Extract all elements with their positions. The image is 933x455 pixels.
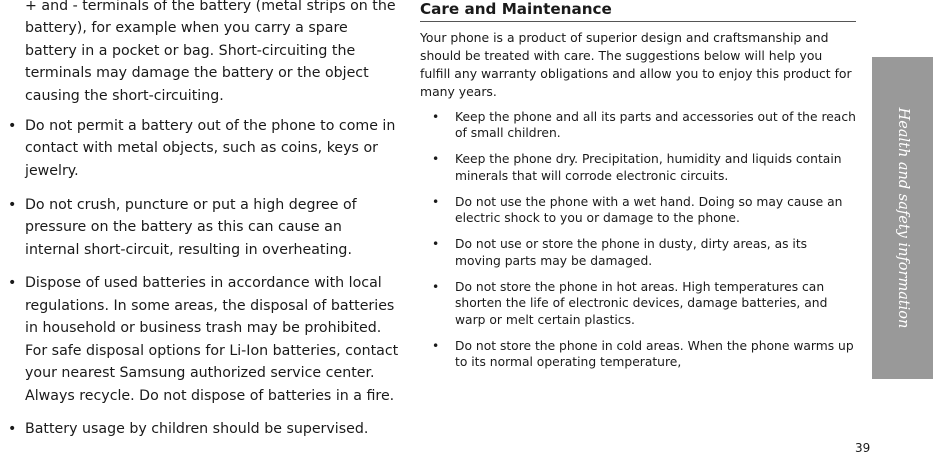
section-heading: Care and Maintenance [420,0,856,22]
list-item: • Battery usage by children should be supervised. [8,418,400,440]
list-item: • Do not permit a battery out of the phone to come in contact with metal objects, such as coins, keys or jewelry. [8,115,400,182]
list-item: • Do not store the phone in hot areas. High temperatures can shorten the life of electronic devices, damage batteries, and warp or melt certain plastics. [420,279,856,328]
list-item: • Do not store the phone in cold areas. When the phone warms up to its normal operating temperature, [420,338,856,371]
list-item: • Do not use the phone with a wet hand. Doing so may cause an electric shock to you or damage to the phone. [420,194,856,227]
section-side-tab [872,57,933,379]
intro-paragraph: Your phone is a product of superior design and craftsmanship and should be treated with care. The suggestions below will help you fulfill any warranty obligations and allow you to enjoy this product for many years. [420,30,852,99]
care-list [420,109,856,371]
list-item: • Do not use or store the phone in dusty, dirty areas, as its moving parts may be damaged. [420,236,856,269]
page-number: 39 [855,441,871,455]
battery-precautions-list [8,115,400,441]
continued-paragraph: + and - terminals of the battery (metal strips on the battery), for example when you carry a spare battery in a pocket or bag. Short-circuiting the terminals may damage the battery or the object causing the short-circuiting. [25,0,396,104]
list-item: • Keep the phone and all its parts and accessories out of the reach of small children. [420,109,856,142]
list-item: • Keep the phone dry. Precipitation, humidity and liquids contain minerals that will corrode electronic circuits. [420,151,856,184]
list-item: • Do not crush, puncture or put a high degree of pressure on the battery as this can cause an internal short-circuit, resulting in overheating. [8,194,400,261]
left-column [8,0,400,452]
list-item: • Dispose of used batteries in accordance with local regulations. In some areas, the disposal of batteries in household or business trash may be prohibited. For safe disposal options for Li-Ion batteries, contact your nearest Samsung authorized service center. Always recycle. Do not dispose of batteries in a fire. [8,272,400,406]
right-column [420,0,856,380]
side-tab-label: Health and safety information [894,107,911,329]
